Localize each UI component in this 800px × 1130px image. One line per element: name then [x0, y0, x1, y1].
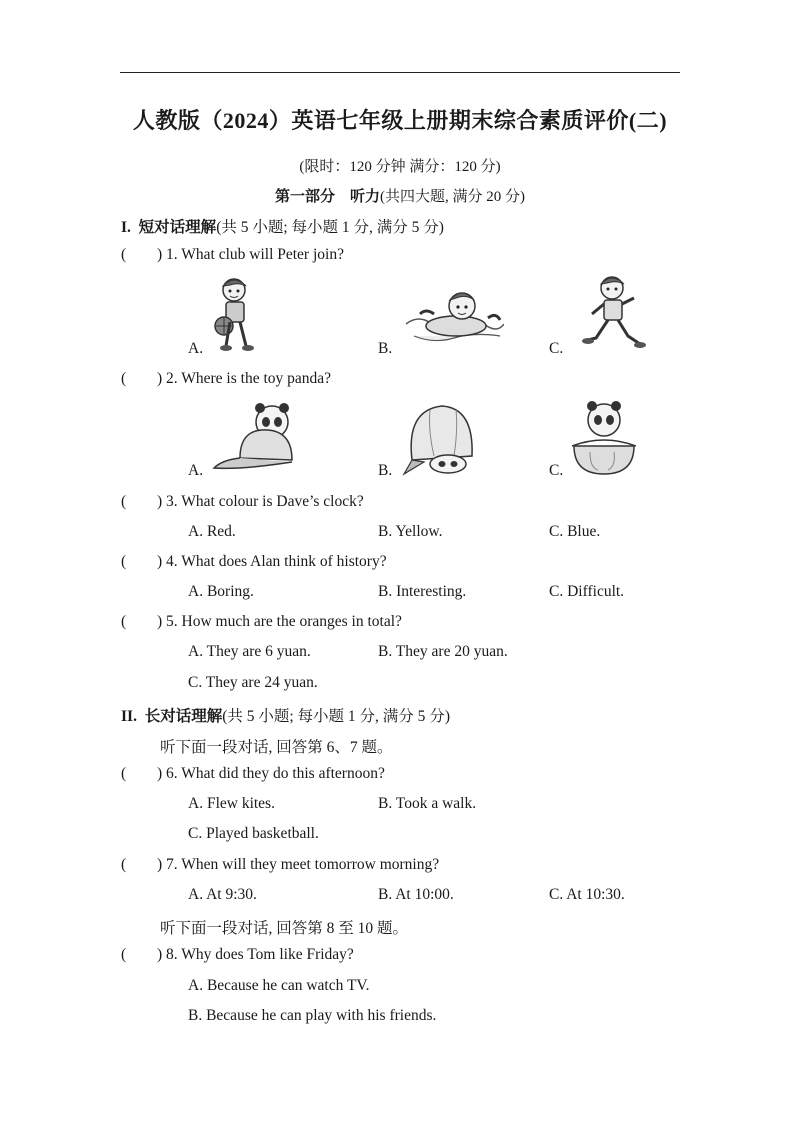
question-8-text: ) 8. Why does Tom like Friday?	[157, 946, 354, 963]
option-5a[interactable]: A. They are 6 yuan.	[188, 643, 311, 660]
option-3c[interactable]: C. Blue.	[549, 523, 601, 540]
option-7b[interactable]: B. At 10:00.	[378, 886, 454, 903]
option-5c[interactable]: C. They are 24 yuan.	[188, 674, 318, 691]
boy-swimming-icon	[404, 284, 504, 350]
answer-blank[interactable]: (	[121, 370, 127, 387]
option-3a[interactable]: A. Red.	[188, 523, 236, 540]
option-1b[interactable]: B.	[378, 340, 393, 357]
question-3-text: ) 3. What colour is Dave’s clock?	[157, 493, 364, 510]
panda-under-cap-icon	[402, 400, 480, 476]
option-7a[interactable]: A. At 9:30.	[188, 886, 257, 903]
question-8	[121, 946, 354, 964]
section-1-heading	[121, 215, 444, 237]
section-1-name: 短对话理解	[138, 219, 217, 236]
answer-blank[interactable]: (	[121, 246, 127, 263]
question-2-text: ) 2. Where is the toy panda?	[157, 370, 332, 387]
answer-blank[interactable]: (	[121, 553, 127, 570]
instruction-q6-7: 听下面一段对话, 回答第 6、7 题。	[160, 739, 393, 756]
answer-blank[interactable]: (	[121, 493, 127, 510]
question-3	[121, 493, 364, 511]
question-6-text: ) 6. What did they do this afternoon?	[157, 765, 385, 782]
section-2-num: II.	[121, 708, 137, 725]
option-2c[interactable]: C.	[549, 462, 564, 479]
question-5	[121, 613, 402, 631]
option-4b[interactable]: B. Interesting.	[378, 583, 467, 600]
option-7c[interactable]: C. At 10:30.	[549, 886, 625, 903]
section-2-heading	[121, 704, 450, 726]
boy-running-icon	[582, 274, 648, 354]
panda-in-cap-icon	[568, 398, 640, 476]
boy-basketball-icon	[208, 276, 264, 354]
option-3b[interactable]: B. Yellow.	[378, 523, 443, 540]
question-6	[121, 765, 385, 783]
question-4-text: ) 4. What does Alan think of history?	[157, 553, 387, 570]
part-heading	[0, 185, 800, 206]
question-4	[121, 553, 387, 571]
section-2-note: (共 5 小题; 每小题 1 分, 满分 5 分)	[222, 708, 450, 725]
panda-behind-cap-icon	[210, 398, 300, 474]
question-1-text: ) 1. What club will Peter join?	[157, 246, 344, 263]
option-8a[interactable]: A. Because he can watch TV.	[188, 977, 370, 994]
part-name: 第一部分 听力	[274, 189, 380, 205]
option-5b[interactable]: B. They are 20 yuan.	[378, 643, 508, 660]
top-rule	[120, 72, 680, 73]
option-4a[interactable]: A. Boring.	[188, 583, 254, 600]
option-8b[interactable]: B. Because he can play with his friends.	[188, 1007, 437, 1024]
question-5-text: ) 5. How much are the oranges in total?	[157, 613, 402, 630]
question-7-text: ) 7. When will they meet tomorrow morning?	[157, 856, 440, 873]
option-4c[interactable]: C. Difficult.	[549, 583, 625, 600]
option-6c[interactable]: C. Played basketball.	[188, 825, 319, 842]
option-6b[interactable]: B. Took a walk.	[378, 795, 477, 812]
question-2	[121, 370, 331, 388]
answer-blank[interactable]: (	[121, 765, 127, 782]
option-1a[interactable]: A.	[188, 340, 204, 357]
answer-blank[interactable]: (	[121, 946, 127, 963]
part-note: (共四大题, 满分 20 分)	[380, 189, 525, 205]
section-1-num: I.	[121, 219, 131, 236]
answer-blank[interactable]: (	[121, 856, 127, 873]
time-limit: (限时：120 分钟 满分：120 分)	[299, 159, 501, 175]
option-6a[interactable]: A. Flew kites.	[188, 795, 275, 812]
option-2b[interactable]: B.	[378, 462, 393, 479]
option-2a[interactable]: A.	[188, 462, 204, 479]
instruction-q8-10: 听下面一段对话, 回答第 8 至 10 题。	[160, 920, 409, 937]
section-1-note: (共 5 小题; 每小题 1 分, 满分 5 分)	[216, 219, 444, 236]
page-title: 人教版（2024）英语七年级上册期末综合素质评价(二)	[132, 108, 668, 133]
question-7	[121, 856, 439, 874]
section-2-name: 长对话理解	[144, 708, 223, 725]
answer-blank[interactable]: (	[121, 613, 127, 630]
option-1c[interactable]: C.	[549, 340, 564, 357]
question-1	[121, 246, 344, 264]
